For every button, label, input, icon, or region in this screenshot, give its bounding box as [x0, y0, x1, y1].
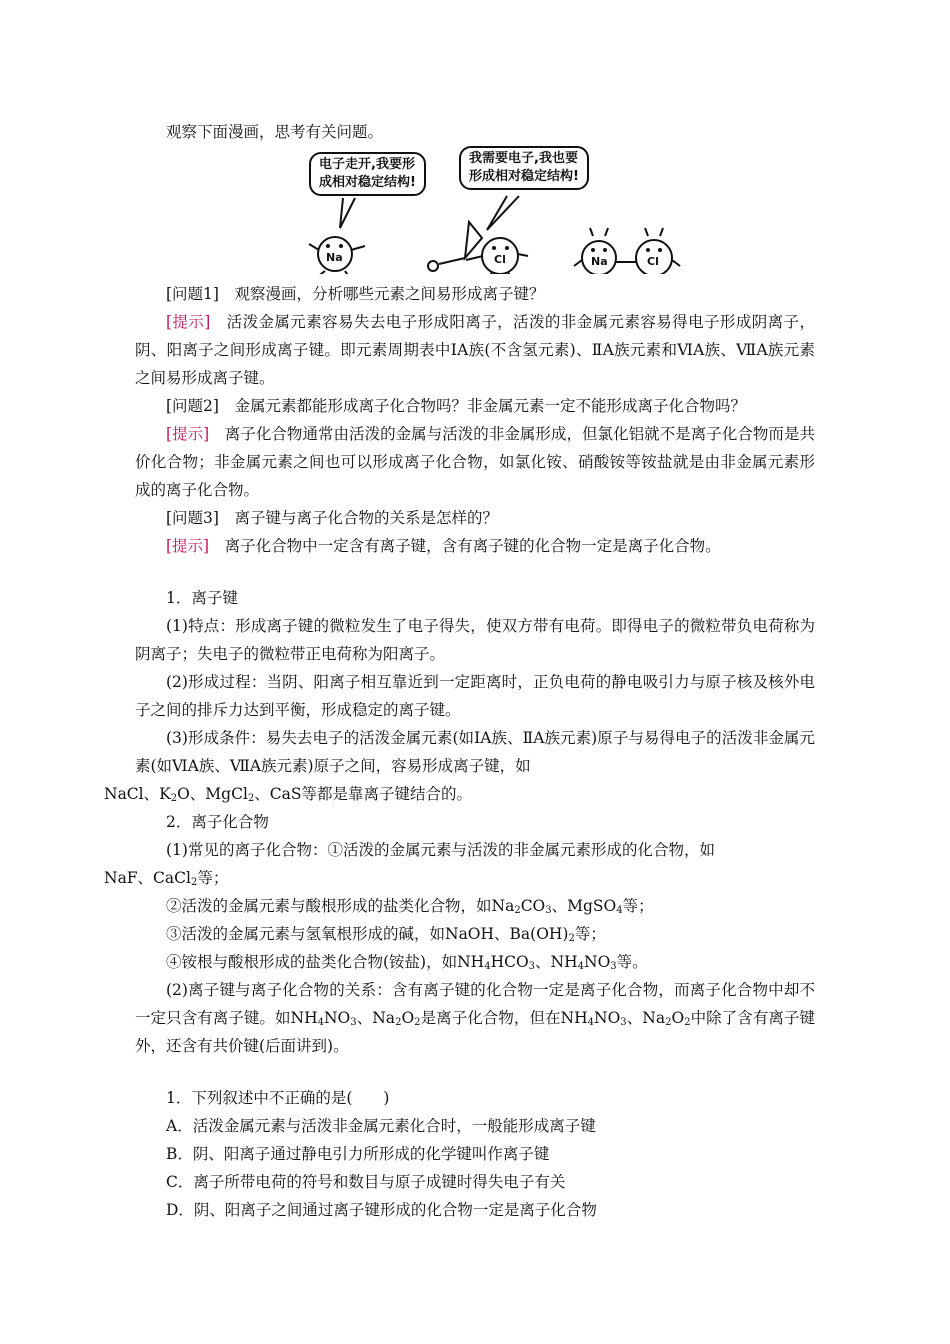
hint-3	[135, 532, 815, 560]
question-text: 金属元素都能形成离子化合物吗？非金属元素一定不能形成离子化合物吗？	[234, 397, 746, 415]
hint-text: 离子化合物通常由活泼的金属与活泼的非金属形成，但氯化铝就不是离子化合物而是共价化合物；非金属元素之间也可以形成离子化合物，如氯化铵、硝酸铵等铵盐就是由非金属元素形成的离子化合物。	[135, 425, 815, 499]
na-label: Na	[326, 251, 343, 264]
hint-text: 离子化合物中一定含有离子键，含有离子键的化合物一定是离子化合物。	[224, 537, 721, 555]
document-page	[104, 118, 815, 1224]
section-2-p5: (2)离子键与离子化合物的关系：含有离子键的化合物一定是离子化合物，而离子化合物中却不一定只含有离子键。如$NH_4NO_3$、$Na_2O_2$是离子化合物，但在$NH_4NO_3$、$Na_2O_2$中除了含有离子键外，还含有共价键(后面讲到)。	[135, 981, 815, 1055]
question-2	[135, 392, 815, 420]
question-text: 离子键与离子化合物的关系是怎样的？	[234, 509, 498, 527]
question-tag: [问题3]	[166, 509, 219, 527]
hint-tag: [提示]	[166, 425, 210, 443]
section-1-p3: (3)形成条件：易失去电子的活泼金属元素(如ⅠA族、ⅡA族元素)原子与易得电子的活泼非金属元素(如ⅥA族、ⅦA族元素)原子之间，容易形成离子键，如 NaCl、$K_2O$、MgCl$_2$、CaS等都是靠离子键结合的。	[104, 729, 815, 804]
section-2-heading: 2．离子化合物	[166, 813, 269, 831]
section-2-p1: (1)常见的离子化合物：①活泼的金属元素与活泼的非金属元素形成的化合物，如 NaF、CaCl$_2$等；	[104, 841, 715, 888]
comic-drawing	[135, 150, 815, 274]
question-tag: [问题2]	[166, 397, 219, 415]
comic-illustration	[135, 150, 815, 274]
na-ion-label: Na	[591, 255, 608, 268]
na-bubble-line: 电子走开,我要形	[319, 157, 415, 172]
question-1	[135, 280, 815, 308]
question-tag: [问题1]	[166, 285, 219, 303]
section-2-p4: ④铵根与酸根形成的盐类化合物(铵盐)，如$NH_4HCO_3$、$NH_4NO_3$等。	[166, 953, 648, 972]
cl-label: Cl	[494, 253, 506, 266]
hint-2	[135, 420, 815, 504]
hint-tag: [提示]	[166, 313, 211, 331]
cl-ion-label: Cl	[647, 255, 659, 268]
na-bubble-line: 成相对稳定结构!	[319, 175, 416, 190]
exercise-option-a: A．活泼金属元素与活泼非金属元素化合时，一般能形成离子键	[166, 1117, 596, 1135]
question-3	[135, 504, 815, 532]
section-1-p1: (1)特点：形成离子键的微粒发生了电子得失，使双方带有电荷。即得电子的微粒带负电荷称为阴离子；失电子的微粒带正电荷称为阳离子。	[135, 617, 815, 663]
section-1-heading: 1．离子键	[166, 589, 238, 607]
hint-text: 活泼金属元素容易失去电子形成阳离子，活泼的非金属元素容易得电子形成阴离子，阴、阳离子之间形成离子键。即元素周期表中ⅠA族(不含氢元素)、ⅡA族元素和ⅥA族、ⅦA族元素之间易形成离子键。	[135, 313, 815, 387]
hint-tag: [提示]	[166, 537, 210, 555]
section-1-p2: (2)形成过程：当阴、阳离子相互靠近到一定距离时，正负电荷的静电吸引力与原子核及核外电子之间的排斥力达到平衡，形成稳定的离子键。	[135, 673, 815, 719]
section-2-p3: ③活泼的金属元素与氢氧根形成的碱，如NaOH、$Ba(OH)_2$等；	[166, 925, 606, 944]
cl-bubble-line: 我需要电子,我也要	[469, 151, 578, 166]
cl-bubble-line: 形成相对稳定结构!	[469, 169, 579, 184]
exercise-option-c: C．离子所带电荷的符号和数目与原子成键时得失电子有关	[166, 1173, 566, 1191]
electron-icon	[428, 261, 438, 271]
exercise-option-b: B．阴、阳离子通过静电引力所形成的化学键叫作离子键	[166, 1145, 550, 1163]
section-2-p2: ②活泼的金属元素与酸根形成的盐类化合物，如$Na_2CO_3$、MgSO$_4$等；	[166, 897, 654, 916]
exercise-stem: 1．下列叙述中不正确的是( )	[166, 1089, 390, 1107]
intro-text: 观察下面漫画，思考有关问题。	[166, 123, 384, 141]
hint-1	[135, 308, 815, 392]
question-text: 观察漫画，分析哪些元素之间易形成离子键？	[234, 285, 545, 303]
exercise-option-d: D．阴、阳离子之间通过离子键形成的化合物一定是离子化合物	[166, 1201, 597, 1219]
